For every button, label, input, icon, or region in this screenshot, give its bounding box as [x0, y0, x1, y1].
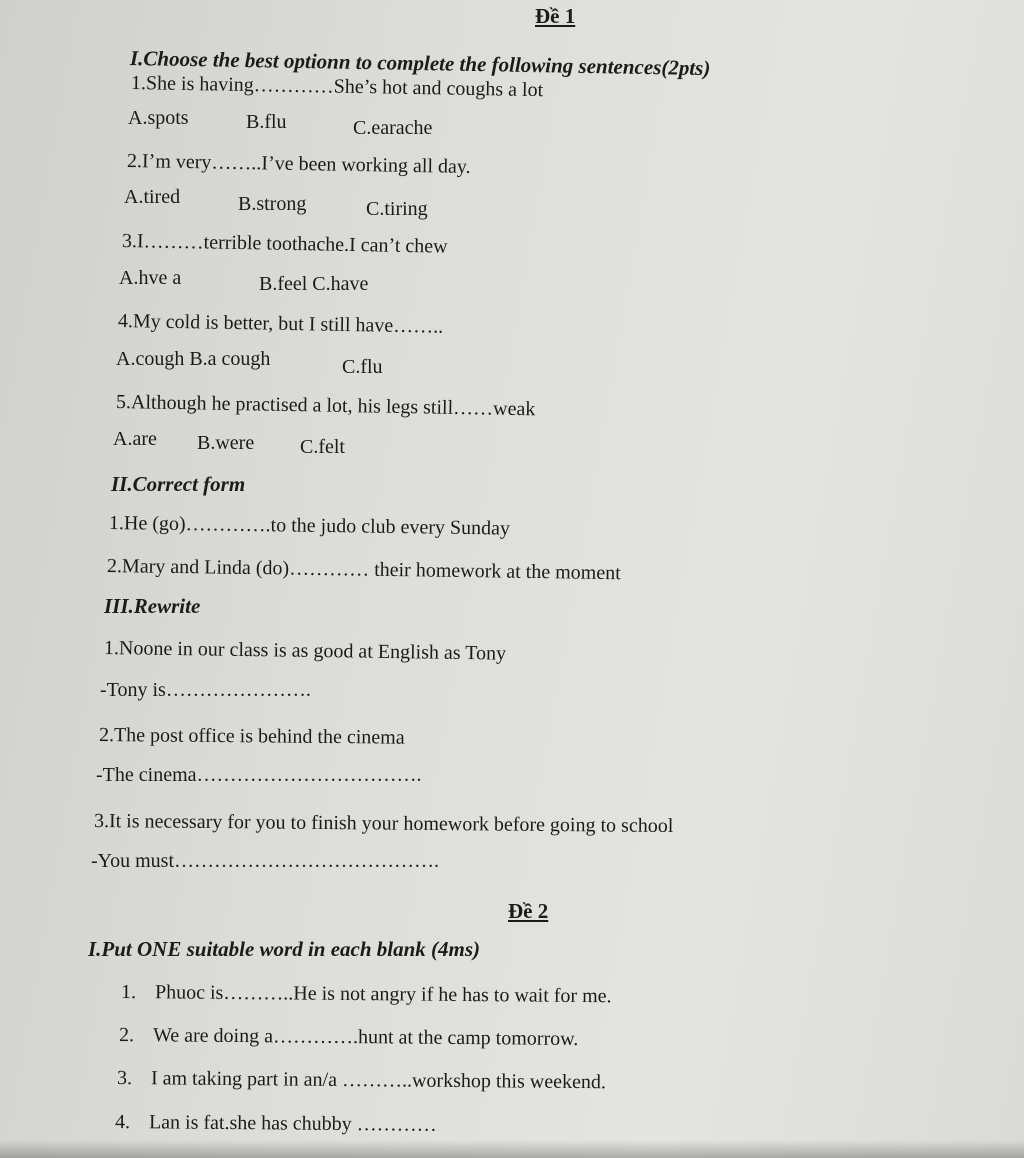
question-5: 5.Although he practised a lot, his legs still……weak — [115, 391, 536, 421]
de2-part1-heading: I.Put ONE suitable word in each blank (4ms) — [88, 937, 481, 961]
part3-heading: III.Rewrite — [104, 594, 201, 618]
rewrite-sentence-1: 1.Noone in our class is as good at English as Tony — [103, 637, 507, 665]
section-title-de1: Đề 1 — [535, 4, 576, 28]
question-3: 3.I………terrible toothache.I can’t chew — [121, 230, 448, 258]
blank-item-2 — [119, 1024, 578, 1051]
blank-item-4-number: 4. — [114, 1111, 131, 1134]
question-5-option-b: B.were — [197, 432, 255, 454]
question-4-option-ab: A.cough B.a cough — [116, 348, 271, 370]
bleed-through-text — [990, 60, 995, 81]
question-2-option-b: B.strong — [238, 193, 307, 215]
question-1-option-b: B.flu — [246, 111, 287, 133]
blank-item-4 — [115, 1111, 437, 1137]
rewrite-answer-2: -The cinema……………………………. — [96, 764, 422, 786]
blank-item-1-number: 1. — [120, 981, 137, 1004]
rewrite-sentence-2: 2.The post office is behind the cinema — [98, 724, 405, 749]
part2-heading: II.Correct form — [111, 472, 246, 496]
rewrite-answer-3: -You must…………………………………. — [91, 850, 439, 872]
question-1: 1.She is having…………She’s hot and coughs a lot — [130, 72, 544, 102]
question-5-option-c: C.felt — [300, 436, 345, 458]
question-1-option-c: C.earache — [353, 117, 433, 139]
question-1-option-a: A.spots — [128, 107, 189, 129]
question-2: 2.I’m very……..I’ve been working all day. — [126, 150, 471, 178]
correct-form-item-2: 2.Mary and Linda (do)………… their homework at the moment — [106, 555, 621, 585]
section-title-de2: Đề 2 — [508, 899, 549, 923]
question-5-option-a: A.are — [113, 428, 157, 450]
correct-form-item-1: 1.He (go)………….to the judo club every Sunday — [108, 512, 511, 540]
blank-item-1-text: Phuoc is………..He is not angry if he has to wait for me. — [154, 981, 612, 1008]
blank-item-2-number: 2. — [118, 1024, 135, 1047]
page-edge-shadow — [0, 1140, 1024, 1158]
rewrite-sentence-3: 3.It is necessary for you to finish your homework before going to school — [93, 810, 674, 838]
blank-item-2-text: We are doing a………….hunt at the camp tomorrow. — [152, 1024, 579, 1051]
question-2-option-c: C.tiring — [366, 198, 428, 220]
part1-heading: I.Choose the best optionn to complete the following sentences(2pts) — [129, 46, 711, 81]
blank-item-1 — [121, 981, 612, 1008]
question-3-option-b: B.feel C.have — [259, 273, 369, 295]
blank-item-3 — [117, 1067, 606, 1094]
blank-item-3-number: 3. — [116, 1067, 133, 1090]
question-4-option-c: C.flu — [342, 356, 383, 378]
blank-item-3-text: I am taking part in an/a ………..workshop this weekend. — [150, 1067, 606, 1094]
question-4: 4.My cold is better, but I still have…….. — [117, 310, 444, 338]
question-3-option-a: A.hve a — [119, 267, 182, 289]
question-2-option-a: A.tired — [124, 186, 181, 208]
blank-item-4-text: Lan is fat.she has chubby ………… — [148, 1111, 437, 1136]
rewrite-answer-1: -Tony is…………………. — [100, 679, 311, 701]
